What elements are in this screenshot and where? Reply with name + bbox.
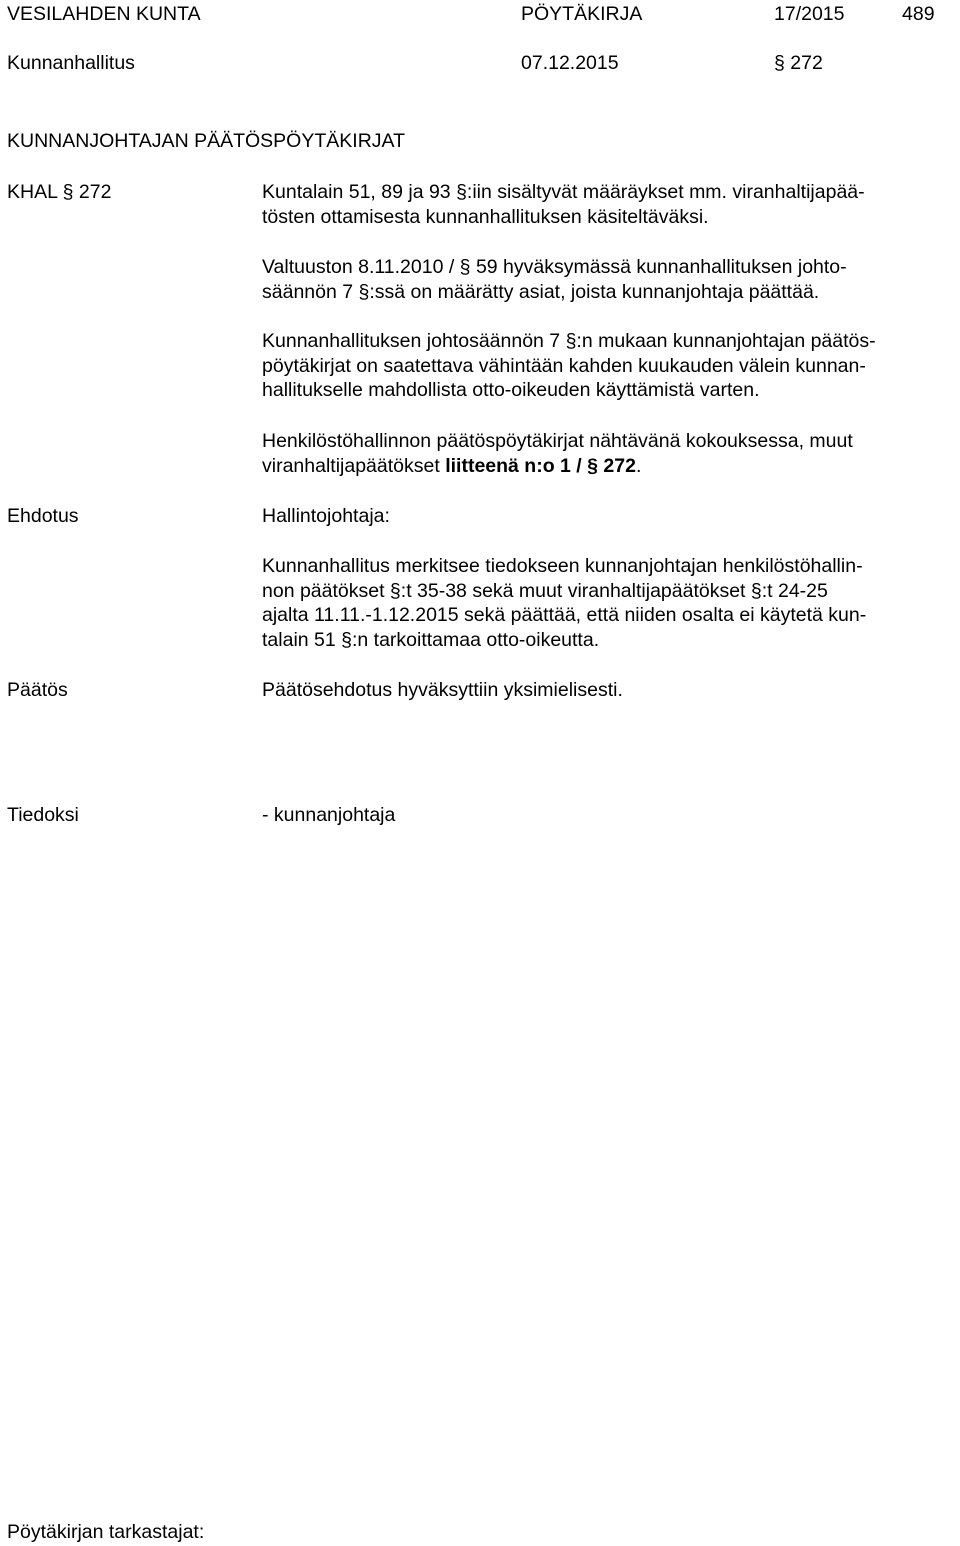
- text-segment: .: [635, 454, 642, 477]
- text-line: Kunnanhallitus merkitsee tiedokseen kunnanjohtajan henkilöstöhallin-: [262, 555, 863, 577]
- item-label: KHAL § 272: [7, 181, 112, 203]
- footer-reviewers-label: Pöytäkirjan tarkastajat:: [7, 1521, 205, 1543]
- text-line: Henkilöstöhallinnon päätöspöytäkirjat nähtävänä kokouksessa, muut: [262, 430, 853, 452]
- text-line: Kuntalain 51, 89 ja 93 §:iin sisältyvät määräykset mm. viranhaltijapää-: [262, 181, 865, 203]
- text-line: Kunnanhallituksen johtosäännön 7 §:n mukaan kunnanjohtajan päätös-: [262, 330, 876, 352]
- paragraph-attachments: [262, 429, 853, 478]
- header-date: 07.12.2015: [521, 52, 619, 74]
- text-line: ajalta 11.11.-1.12.2015 sekä päättää, että niiden osalta ei käytetä kun-: [262, 604, 867, 626]
- text-line: non päätökset §:t 35-38 sekä muut viranhaltijapäätökset §:t 24-25: [262, 579, 828, 602]
- proposal-text: [262, 554, 866, 652]
- text-line: Valtuuston 8.11.2010 / § 59 hyväksymässä kunnanhallituksen johto-: [262, 256, 847, 278]
- decision-label: Päätös: [7, 679, 68, 701]
- paragraph-council-decision: [262, 255, 847, 304]
- notice-text: - kunnanjohtaja: [262, 804, 396, 826]
- paragraph-rules: [262, 329, 876, 403]
- proposal-label: Ehdotus: [7, 505, 79, 527]
- header-org: VESILAHDEN KUNTA: [7, 3, 201, 25]
- text-line: säännön 7 §:ssä on määrätty asiat, joista kunnanjohtaja päättää.: [262, 280, 820, 303]
- header-page-number: 489: [902, 3, 935, 25]
- text-segment: viranhaltijapäätökset: [262, 454, 446, 477]
- header-section: § 272: [774, 52, 823, 74]
- text-line: tösten ottamisesta kunnanhallituksen käsiteltäväksi.: [262, 205, 709, 228]
- text-line: [262, 454, 853, 479]
- text-line: talain 51 §:n tarkoittamaa otto-oikeutta.: [262, 628, 600, 651]
- text-line: hallitukselle mahdollista otto-oikeuden käyttämistä varten.: [262, 379, 760, 401]
- attachment-reference: liitteenä n:o 1 / § 272: [445, 454, 636, 477]
- header-doc-number: 17/2015: [774, 3, 845, 25]
- paragraph-legal-basis: [262, 180, 865, 229]
- text-line: pöytäkirjat on saatettava vähintään kahden kuukauden välein kunnan-: [262, 354, 866, 377]
- item-title: KUNNANJOHTAJAN PÄÄTÖSPÖYTÄKIRJAT: [7, 130, 405, 152]
- proposal-presenter: Hallintojohtaja:: [262, 505, 390, 527]
- notice-label: Tiedoksi: [7, 804, 79, 826]
- header-doc-type: PÖYTÄKIRJA: [521, 3, 643, 25]
- header-body: Kunnanhallitus: [7, 52, 135, 74]
- decision-text: Päätösehdotus hyväksyttiin yksimielisesti.: [262, 679, 623, 701]
